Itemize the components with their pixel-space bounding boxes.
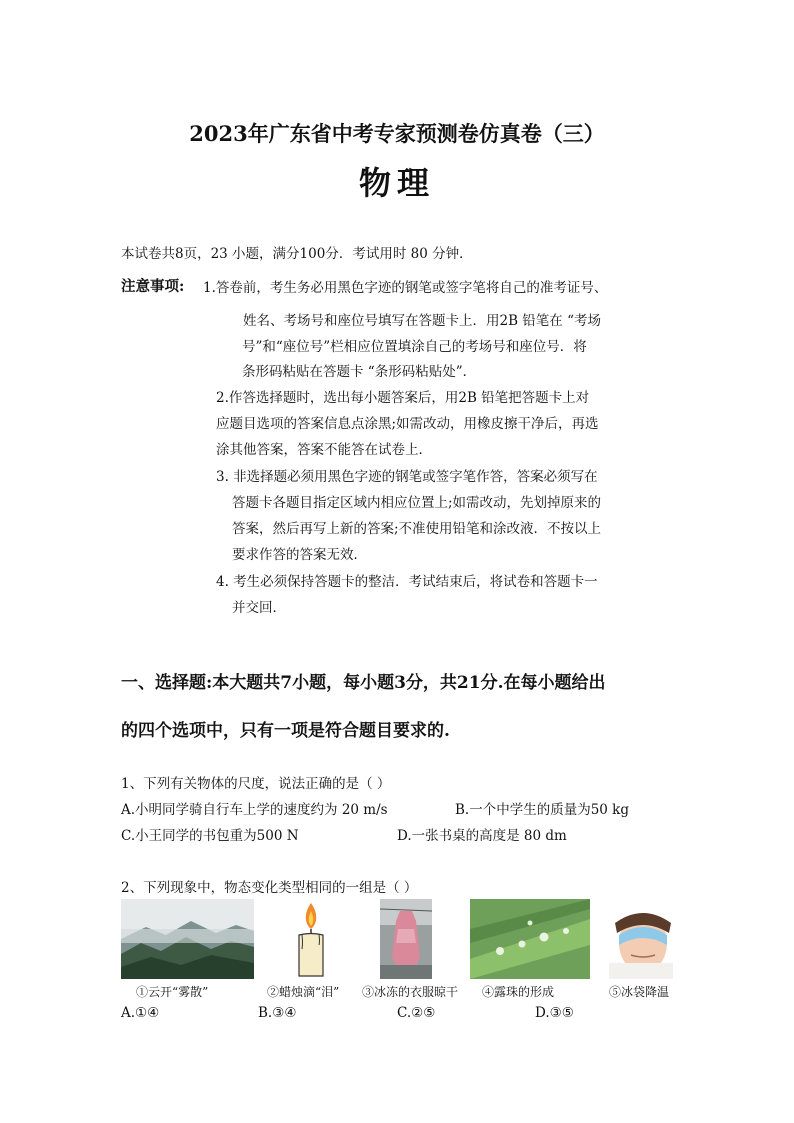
question-1-stem: 1、下列有关物体的尺度，说法正确的是（ ） [121,776,391,792]
question-2-option-a: A.①④ [121,1005,160,1021]
image-caption-4: ④露珠的形成 [482,985,555,999]
notes-line: 并交回． [232,600,286,616]
question-1-option-c: C.小王同学的书包重为500 N [121,828,299,844]
candle-image [290,899,332,979]
image-caption-2: ②蜡烛滴“泪” [267,985,340,999]
notes-heading: 注意事项: [121,278,185,295]
notes-line: 3. 非选择题必须用黑色字迹的钢笔或签字笔作答，答案必须写在 [216,469,598,485]
notes-line: 应题目选项的答案信息点涂黑;如需改动，用橡皮擦干净后，再选 [216,416,599,432]
question-2-option-d: D.③⑤ [535,1005,574,1021]
misty-mountain-image [121,899,254,979]
notes-line: 姓名、考场号和座位号填写在答题卡上．用2B 铅笔在 “考场 [243,313,601,329]
notes-line: 条形码粘贴在答题卡 “条形码粘贴处”． [242,364,477,380]
subject-title: 物理 [358,164,435,202]
question-1-option-d: D.一张书桌的高度是 80 dm [397,828,567,844]
section-heading-cont: 的四个选项中，只有一项是符合题目要求的. [121,721,450,741]
image-caption-3: ③冰冻的衣服晾干 [362,985,459,999]
notes-line: 4. 考生必须保持答题卡的整洁．考试结束后，将试卷和答题卡一 [216,574,598,590]
frozen-clothes-image [380,899,432,979]
ice-pack-image [609,899,673,979]
image-caption-1: ①云开“雾散” [136,985,209,999]
question-1-option-b: B.一个中学生的质量为50 kg [455,802,630,818]
image-caption-5: ⑤冰袋降温 [609,985,670,999]
dew-drops-image [470,899,590,979]
notes-line: 1.答卷前，考生务必用黑色字迹的钢笔或签字笔将自己的准考证号、 [203,280,608,296]
question-1-option-a: A.小明同学骑自行车上学的速度约为 20 m/s [121,802,388,818]
notes-line: 答题卡各题目指定区域内相应位置上;如需改动，先划掉原来的 [232,495,602,511]
section-heading: 一、选择题:本大题共7小题，每小题3分，共21分.在每小题给出 [121,673,606,693]
notes-line: 号”和“座位号”栏相应位置填涂自己的考场号和座位号．将 [242,339,587,355]
notes-line: 2.作答选择题时，选出每小题答案后，用2B 铅笔把答题卡上对 [216,390,590,406]
exam-intro: 本试卷共8页，23 小题，满分100分．考试用时 80 分钟． [121,246,473,262]
exam-title: 2023年广东省中考专家预测卷仿真卷（三） [189,121,605,146]
question-2-option-b: B.③④ [258,1005,297,1021]
notes-line: 涂其他答案，答案不能答在试卷上． [216,442,432,458]
question-2-option-c: C.②⑤ [397,1005,436,1021]
notes-line: 答案，然后再写上新的答案;不准使用铅笔和涂改液．不按以上 [232,521,602,537]
question-2-stem: 2、下列现象中，物态变化类型相同的一组是（ ） [121,880,418,896]
notes-line: 要求作答的答案无效． [232,547,367,563]
